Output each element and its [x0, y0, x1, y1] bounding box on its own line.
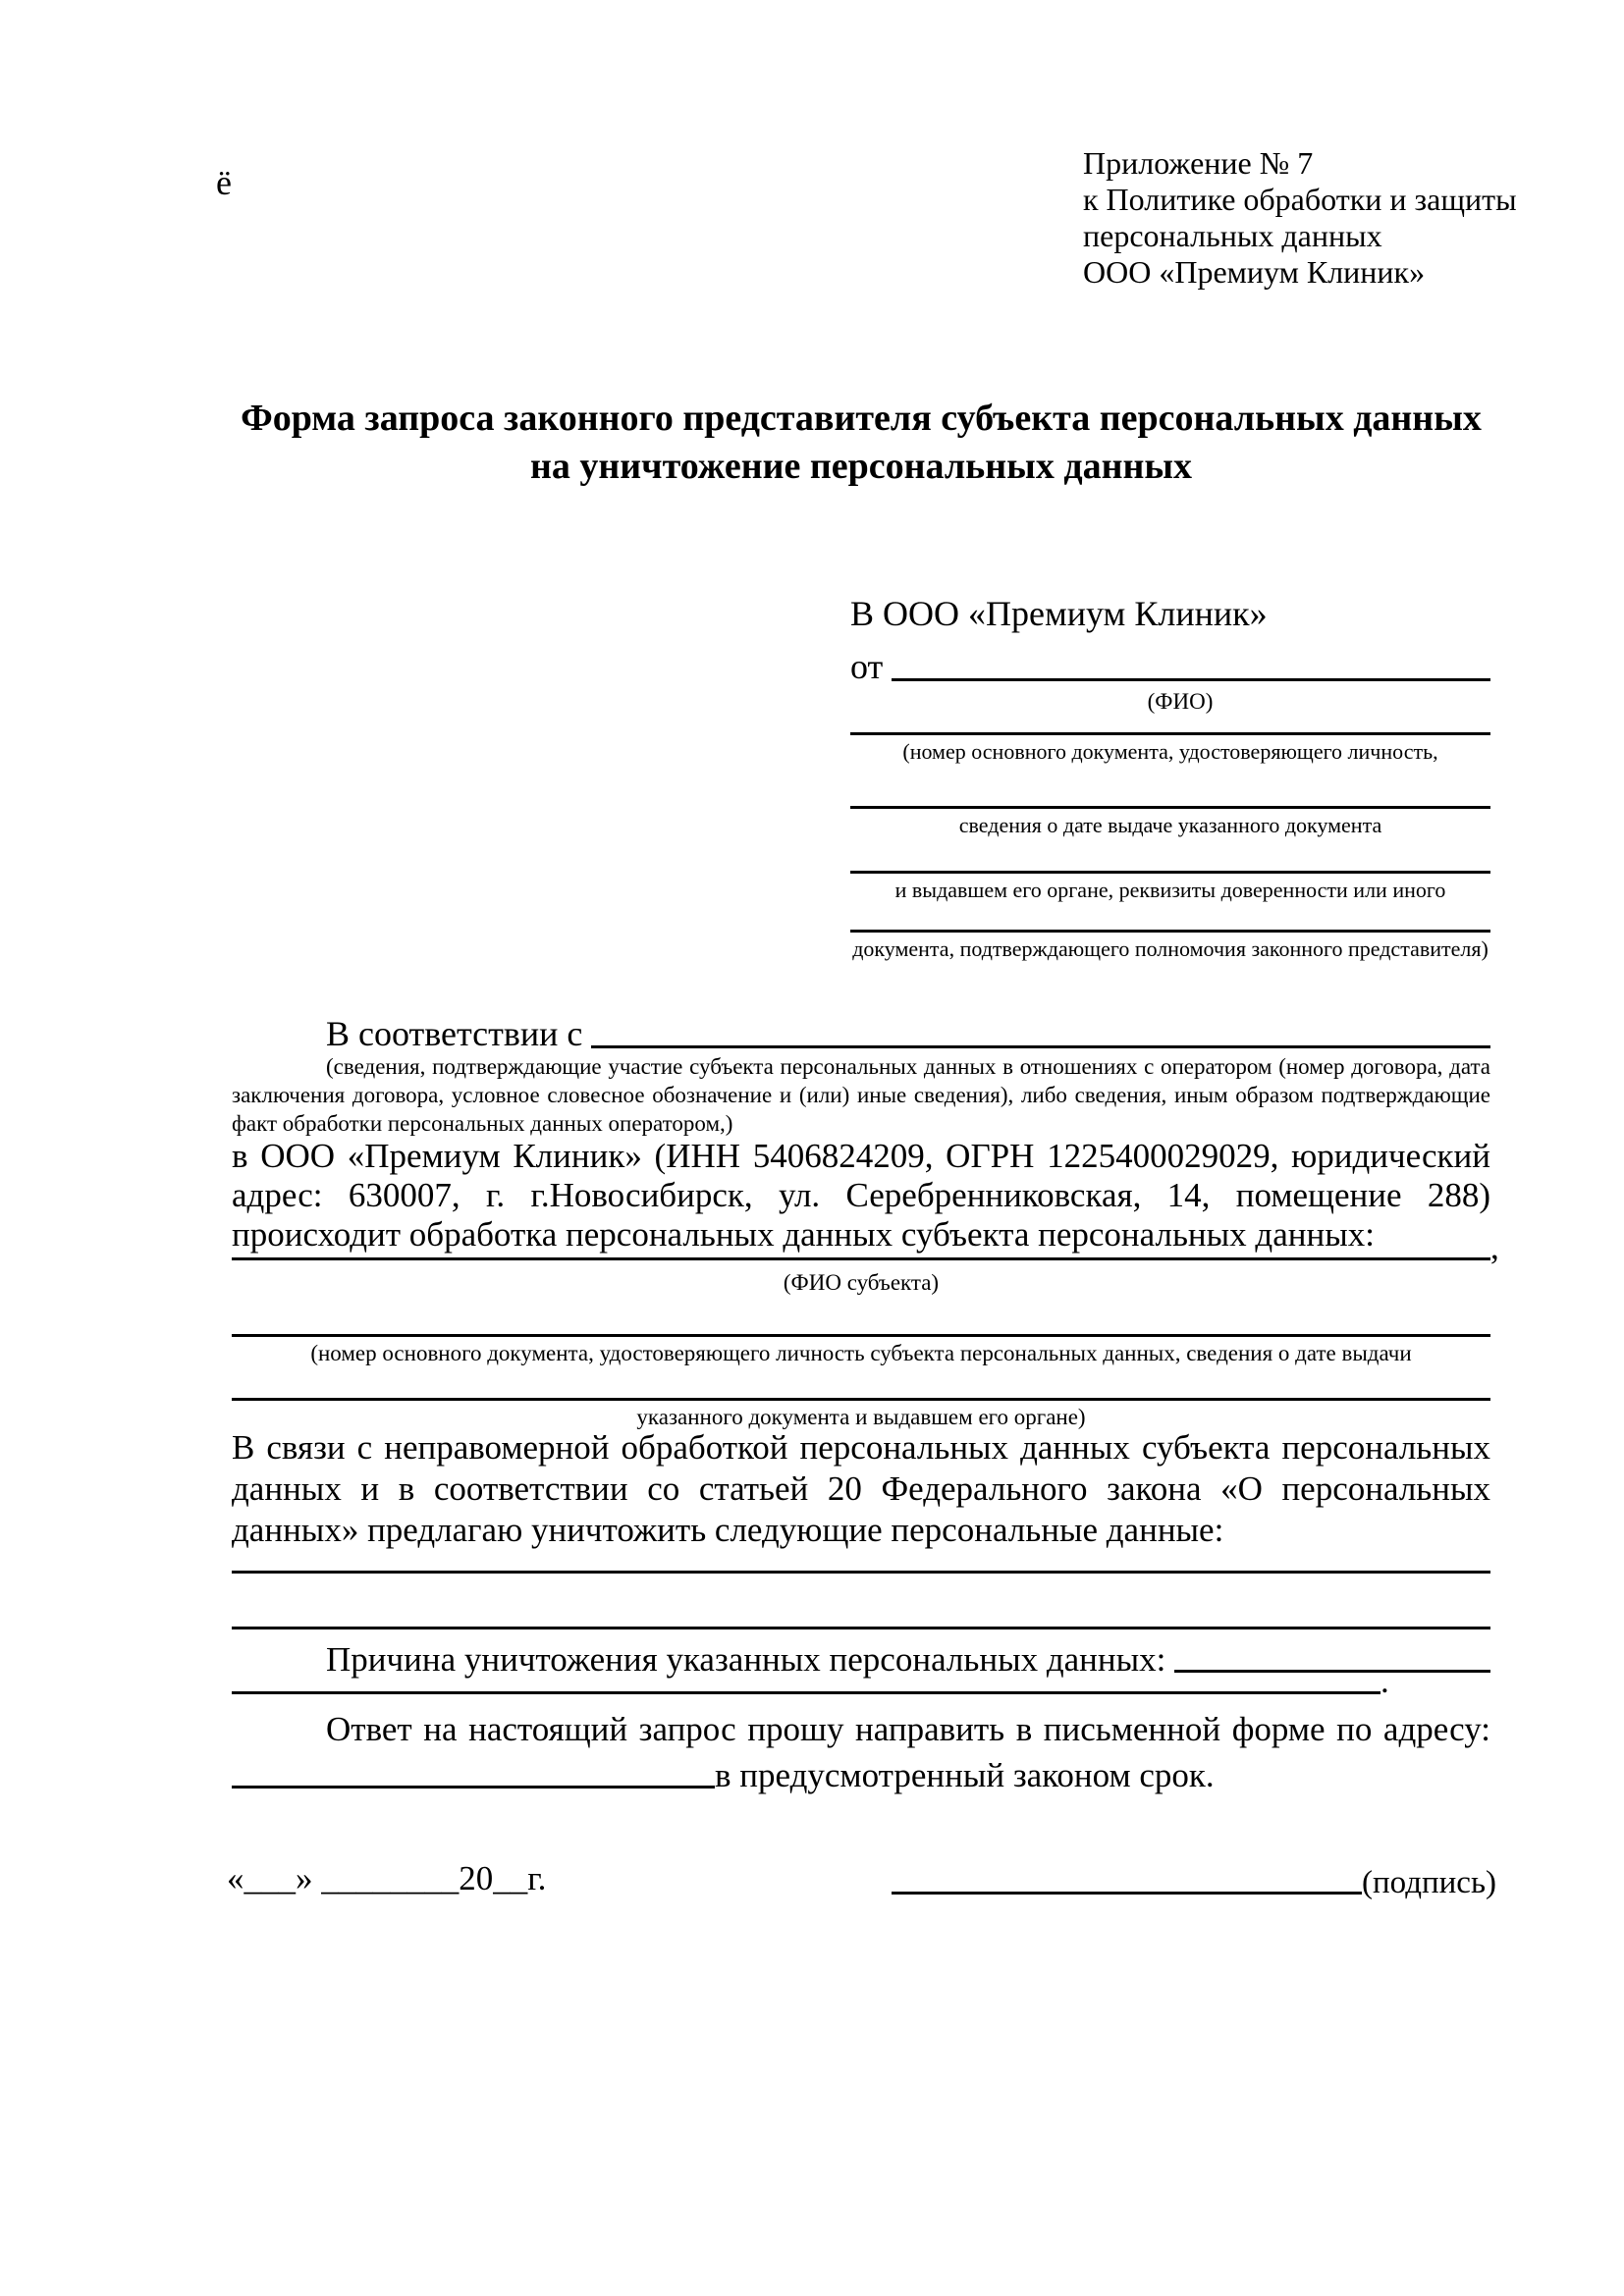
signature-fill-line [892, 1892, 1362, 1895]
subject-fio-comma: , [1490, 1227, 1499, 1266]
answer-line-2-text: в предусмотренный законом срок. [715, 1755, 1215, 1794]
subject-doc-issuer-fill-line [232, 1398, 1490, 1401]
addressee-to: В ООО «Премиум Клиник» [850, 594, 1268, 633]
document-title [232, 395, 1490, 491]
signature-caption: (подпись) [1362, 1864, 1496, 1900]
doc-issuer-fill-line [850, 871, 1490, 874]
document-title-line1: Форма запроса законного представителя субъекта персональных данных [241, 398, 1482, 439]
doc-date-caption: сведения о дате выдаче указанного документа [958, 813, 1382, 837]
reason-fill-line-2 [232, 1691, 1380, 1694]
subject-doc-caption-1: (номер основного документа, удостоверяющего личность субъекта персональных данных, сведения о дате выдачи [310, 1341, 1412, 1365]
doc-number-caption: (номер основного документа, удостоверяющего личность, [902, 739, 1438, 764]
date-template: «___» ________20__г. [227, 1859, 547, 1897]
subject-doc-caption-2: указанного документа и выдавшем его органе) [636, 1405, 1086, 1429]
accordance-row [326, 1007, 1490, 1054]
data-fill-line-2 [232, 1627, 1490, 1629]
subject-doc-fill-line [232, 1334, 1490, 1337]
doc-issuer-caption: и выдавшем его органе, реквизиты доверенности или иного [894, 878, 1446, 902]
operator-paragraph: в ООО «Премиум Клиник» (ИНН 5406824209, ОГРН 1225400029029, юридический адрес: 630007, г. г.Новосибирск, ул. Серебренниковская, 14, помещение 288) происходит обработка персональных данных субъекта персональных данных: [232, 1137, 1490, 1254]
doc-authority-caption: документа, подтверждающего полномочия законного представителя) [852, 936, 1489, 961]
appendix-header-line: ООО «Премиум Клиник» [1083, 254, 1426, 290]
signature-row [892, 1859, 1496, 1900]
subject-fio-fill-line [232, 1257, 1490, 1260]
appendix-header-line: персональных данных [1083, 218, 1382, 253]
request-paragraph: В связи с неправомерной обработкой персональных данных субъекта персональных данных и в соответствии со статьей 20 Федерального закона «О персональных данных» предлагаю уничтожить следующие персональные данные: [232, 1428, 1490, 1549]
address-fill-line [232, 1786, 715, 1789]
spacer [883, 648, 892, 687]
reason-row-2 [232, 1661, 1508, 1700]
doc-date-fill-line [850, 806, 1490, 809]
stray-char: ё [216, 163, 232, 202]
addressee-from-row [850, 636, 1490, 687]
spacer [582, 1015, 591, 1054]
reason-terminator: . [1380, 1661, 1389, 1700]
answer-line-1: Ответ на настоящий запрос прошу направить в письменной форме по адресу: [326, 1710, 1490, 1748]
appendix-header [1083, 145, 1517, 291]
addressee-from-label: от [850, 647, 884, 687]
appendix-header-line: к Политике обработки и защиты [1083, 182, 1517, 217]
doc-number-fill-line [850, 732, 1490, 735]
data-fill-line-1 [232, 1571, 1490, 1574]
subject-fio-caption: (ФИО субъекта) [783, 1270, 940, 1295]
fio-caption: (ФИО) [1147, 689, 1214, 714]
fio-fill-line [892, 678, 1490, 681]
subject-fio-row [232, 1227, 1508, 1266]
doc-authority-fill-line [850, 930, 1490, 933]
answer-row-2 [232, 1755, 1490, 1794]
accordance-note: (сведения, подтверждающие участие субъекта персональных данных в отношениях с оператором (номер договора, дата заключения договора, условное словесное обозначение и (или) иные сведения), либо сведения, иным образом подтверждающие факт обработки персональных данных оператором,) [232, 1054, 1490, 1136]
accordance-fill-line [591, 1045, 1490, 1048]
accordance-label: В соответствии с [326, 1014, 583, 1054]
document-title-line2: на уничтожение персональных данных [529, 446, 1193, 487]
reason-label: Причина уничтожения указанных персональных данных: [326, 1639, 1166, 1679]
appendix-header-line: Приложение № 7 [1083, 145, 1314, 181]
